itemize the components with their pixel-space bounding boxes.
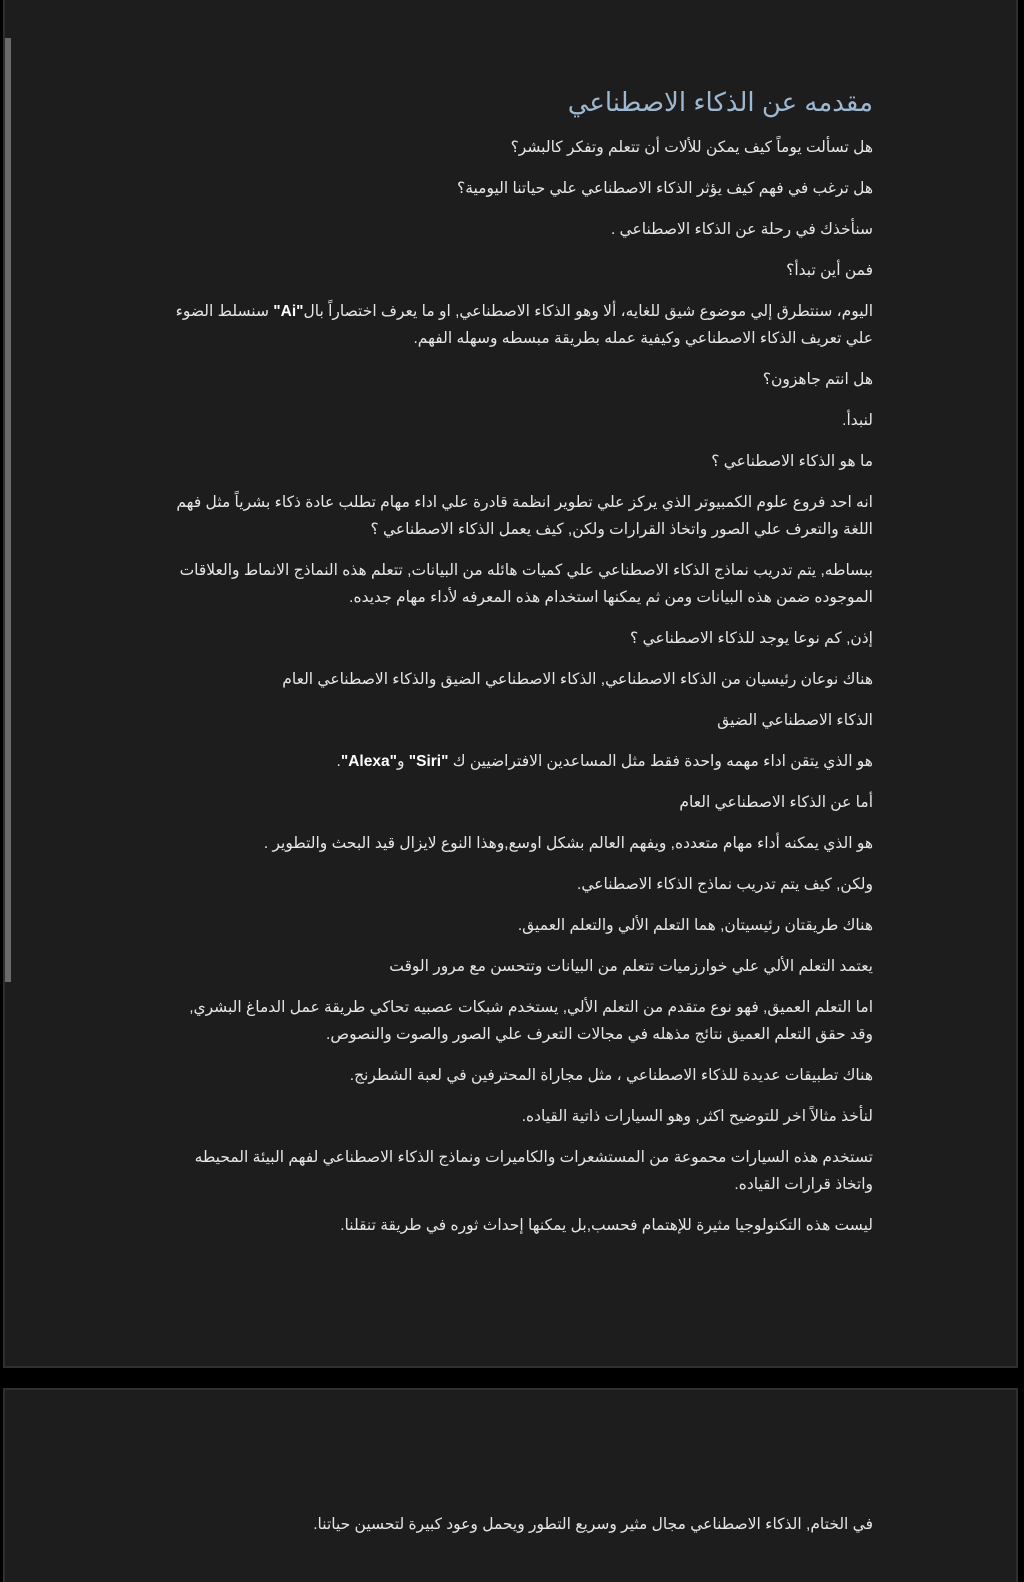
scrollbar[interactable] <box>5 38 11 982</box>
paragraph: سنأخذك في رحلة عن الذكاء الاصطناعي . <box>610 221 873 238</box>
alexa-term: "Alexa" <box>340 753 397 770</box>
paragraph: هل ترغب في فهم كيف يؤثر الذكاء الاصطناعي علي حياتنا اليومية؟ <box>456 180 873 197</box>
paragraph: هل انتم جاهزون؟ <box>762 371 873 388</box>
paragraph: هناك نوعان رئيسيان من الذكاء الاصطناعي, الذكاء الاصطناعي الضيق والذكاء الاصطناعي العام <box>282 671 873 688</box>
paragraph: هناك طريقتان رئيسيتان, هما التعلم الألي والتعلم العميق. <box>517 917 873 934</box>
paragraph: تستخدم هذه السيارات محموعة من المستشعرات والكاميرات ونماذج الذكاء الاصطناعي لفهم البيئة المحيطه واتخاذ قرارات القياده. <box>194 1149 873 1193</box>
paragraph: انه احد فروع علوم الكمبيوتر الذي يركز علي تطوير انظمة قادرة علي اداء مهام تطلب عادة ذكاء بشرياً مثل فهم اللغة والتعرف علي الصور واتخاذ القرارات ولكن, كيف يعمل الذكاء الاصطناعي ؟ <box>176 494 873 538</box>
paragraph: ليست هذه التكنولوجيا مثيرة للإهتمام فحسب,بل يمكنها إحداث ثوره في طريقة تنقلنا. <box>340 1217 873 1234</box>
paragraph: لنبدأ. <box>842 412 873 429</box>
closing-content <box>165 1511 873 1552</box>
closing-panel <box>3 1388 1018 1582</box>
paragraph: يعتمد التعلم الألي علي خوارزميات تتعلم من البيانات وتتحسن مع مرور الوقت <box>389 958 873 975</box>
closing-paragraph: في الختام, الذكاء الاصطناعي مجال مثير وسريع التطور ويحمل وعود كبيرة لتحسين حياتنا. <box>313 1516 873 1533</box>
text-segment: اليوم، سنتطرق إلي موضوع شيق للغايه، ألا وهو الذكاء الاصطناعي, او ما يعرف اختصاراً بال <box>303 303 873 320</box>
paragraph: فمن أين تبدأ؟ <box>786 262 873 279</box>
paragraph: أما عن الذكاء الاصطناعي العام <box>679 794 873 811</box>
paragraph: ولكن, كيف يتم تدريب نماذج الذكاء الاصطناعي. <box>577 876 873 893</box>
article-content <box>165 80 873 1253</box>
paragraph: إذن, كم نوعا يوجد للذكاء الاصطناعي ؟ <box>630 630 873 647</box>
ai-term: "Ai" <box>273 303 304 320</box>
paragraph-ai-intro <box>165 298 873 352</box>
text-segment: سنسلط الضوء علي تعريف الذكاء الاصطناعي وكيفية عمله بطريقة مبسطه وسهله الفهم. <box>175 303 873 347</box>
paragraph: ما هو الذكاء الاصطناعي ؟ <box>711 453 873 470</box>
paragraph: هو الذي يمكنه أداء مهام متعدده, ويفهم العالم بشكل اوسع,وهذا النوع لايزال قيد البحث والتطوير . <box>263 835 873 852</box>
paragraph: اما التعلم العميق, فهو نوع متقدم من التعلم الألي, يستخدم شبكات عصبيه تحاكي طريقة عمل الدماغ البشري, وقد حقق التعلم العميق نتائج مذهله في مجالات التعرف علي الصور والصوت والنصوص. <box>189 999 873 1043</box>
article-title: مقدمه عن الذكاء الاصطناعي <box>567 87 873 117</box>
paragraph: لنأخذ مثالاً اخر للتوضيح اكثر, وهو السيارات ذاتية القياده. <box>521 1108 873 1125</box>
siri-term: "Siri" <box>408 753 449 770</box>
paragraph-assistants <box>165 748 873 775</box>
paragraph: الذكاء الاصطناعي الضيق <box>717 712 873 729</box>
text-segment: و <box>396 753 409 770</box>
paragraph: هناك تطبيقات عديدة للذكاء الاصطناعي ، مثل مجاراة المحترفين في لعبة الشطرنج. <box>349 1067 873 1084</box>
text-segment: . <box>336 753 341 770</box>
article-panel <box>3 0 1018 1368</box>
text-segment: هو الذي يتقن اداء مهمه واحدة فقط مثل المساعدين الافتراضيين ك <box>448 753 873 770</box>
paragraph: هل تسألت يوماً كيف يمكن للألات أن تتعلم وتفكر كالبشر؟ <box>510 139 873 156</box>
paragraph: ببساطه, يتم تدريب نماذج الذكاء الاصطناعي علي كميات هائله من البيانات, تتعلم هذه النماذج الانماط والعلاقات الموجوده ضمن هذه البيانات ومن ثم يمكنها استخدام هذه المعرفه لأداء مهام جديده. <box>179 562 873 606</box>
